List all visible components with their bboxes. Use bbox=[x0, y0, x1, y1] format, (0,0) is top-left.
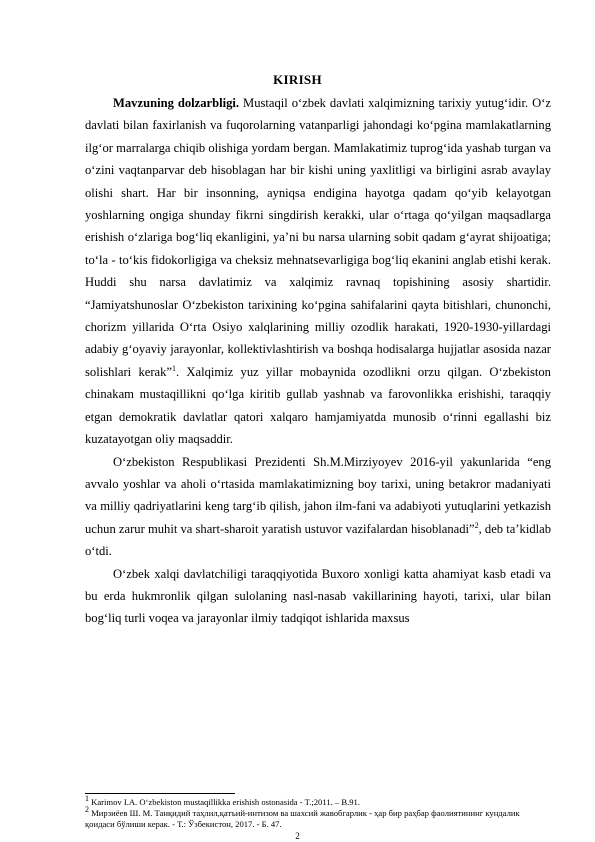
footnote-divider bbox=[85, 793, 235, 794]
body-text bbox=[85, 92, 551, 630]
paragraph-bukhara bbox=[85, 563, 551, 630]
footnote-number: 2 bbox=[85, 805, 89, 815]
footnote-item bbox=[85, 805, 551, 830]
footnote-ref[interactable]: 1 bbox=[172, 363, 176, 373]
footnote-item bbox=[85, 794, 551, 808]
footnotes bbox=[85, 794, 551, 830]
paragraph-relevance bbox=[85, 92, 551, 451]
footnote-text: Karimov I.A. O‘zbekiston mustaqillikka erishish ostonasida - T.;2011. – B.91. bbox=[89, 797, 360, 807]
paragraph-president-quote bbox=[85, 451, 551, 563]
relevance-lead: Mavzuning dolzarbligi. bbox=[113, 96, 240, 110]
paragraph-text: O‘zbekiston Respublikasi Prezidenti Sh.M.Mirziyoyev 2016-yil yakunlarida “eng avvalo yoshlar va aholi o‘rtasida mamlakatimizning boy tarixi, uning betakror madaniyati va milliy qadriyatlarini keng targ‘ib qilish, jahon ilm-fani va adabiyoti yutuqlarini yetkazish uchun zarur muhit va shart-sharoit yaratish ustuvor vazifalardan hisoblanadi” bbox=[85, 454, 551, 536]
section-heading: KIRISH bbox=[273, 72, 322, 87]
page-number: 2 bbox=[295, 831, 300, 841]
footnote-number: 1 bbox=[85, 794, 89, 804]
footnote-text: Мирзиёев Ш. М. Танқидий таҳлил,қатъий-интизом ва шахсий жавобгарлик - ҳар бир раҳбар фаолиятининг кундалик қоидаси бўлиши керак. - Т.: Ўзбекистон, 2017. - Б. 47. bbox=[85, 808, 520, 829]
paragraph-text: . Xalqimiz yuz yillar mobaynida ozodlikni orzu qilgan. O‘zbekiston chinakam mustaqillikni qo‘lga kiritib gullab yashnab va farovonlikka erishishi, taraqqiy etgan demokratik davlatlar qatori xalqaro hamjamiyatda munosib o‘rinni egallashi biz kuzatayotgan oliy maqsaddir. bbox=[85, 364, 551, 447]
paragraph-text: Mustaqil o‘zbek davlati xalqimizning tarixiy yutug‘idir. O‘z davlati bilan faxirlanish va fuqorolarning vatanparligi jahondagi ko‘pgina mamlakatlarning ilg‘or marralarga chiqib olishiga yordam bergan. Mamlakatimiz tuprog‘ida yashab turgan va o‘zini vaqtanparvar deb hisoblagan har bir kishi uning yaxlitligi va birligini asrab avaylay olishi shart. Har bir insonning, ayniqsa endigina hayotga qadam qo‘yib kelayotgan yoshlarning ongiga shunday fikrni singdirish kerakki, ular o‘rtaga qo‘yilgan maqsadlarga erishish o‘zlariga bog‘liq ekanligini, ya’ni bu narsa ularning sobit qadam g‘ayrat shijoatiga; to‘la - to‘kis fidokorligiga va cheksiz mehnatsevarligiga bog‘liq ekanini anglab etishi kerak. Huddi shu narsa davlatimiz va xalqimiz ravnaq topishining asosiy shartidir. “Jamiyatshunoslar O‘zbekiston tarixining ko‘pgina sahifalarini qayta bitishlari, chunonchi, chorizm yillarida O‘rta Osiyo xalqlarining milliy ozodlik harakati, 1920-1930-yillardagi adabiy g‘oyaviy jarayonlar, kollektivlashtirish va boshqa hodisalarga hujjatlar asosida nazar solishlari kerak” bbox=[85, 96, 551, 379]
paragraph-text: , deb ta’kidlab o‘tdi. bbox=[85, 521, 552, 559]
paragraph-text: O‘zbek xalqi davlatchiligi taraqqiyotida Buxoro xonligi katta ahamiyat kasb etadi va bu erda hukmronlik qilgan sulolaning nasl-nasab vakillarining hayoti, tarixi, ular bilan bog‘liq turli voqea va jarayonlar ilmiy tadqiqot ishlarida maxsus bbox=[85, 566, 551, 626]
footnote-ref[interactable]: 2 bbox=[474, 520, 479, 530]
